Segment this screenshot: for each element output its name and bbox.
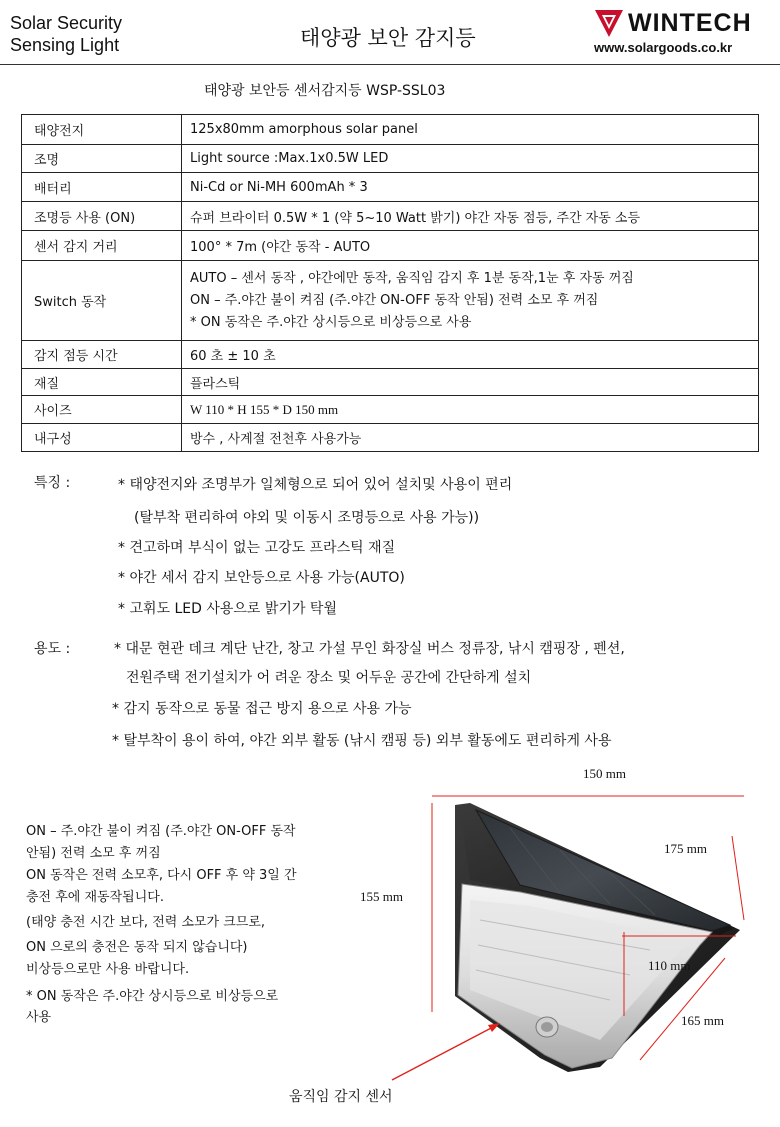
spec-value: 슈퍼 브라이터 0.5W * 1 (약 5~10 Watt 밝기) 야간 자동 점등, 주간 자동 소등 — [182, 202, 759, 231]
dimension-150: 150 mm — [583, 766, 626, 781]
dimension-155: 155 mm — [360, 889, 403, 904]
spec-value: 125x80mm amorphous solar panel — [182, 115, 759, 145]
spec-label: 조명 — [22, 145, 182, 173]
motion-sensor-label: 움직임 감지 센서 — [289, 1089, 393, 1105]
header-line-1: Solar Security — [10, 13, 123, 33]
spec-label: 센서 감지 거리 — [22, 231, 182, 261]
features-label: 특징 : — [34, 475, 71, 491]
motion-sensor — [536, 1017, 558, 1037]
note-line: 사용 — [26, 1010, 52, 1025]
note-line: ON – 주.야간 불이 켜짐 (주.야간 ON-OFF 동작 — [26, 824, 296, 839]
spec-label: 감지 점등 시간 — [22, 341, 182, 369]
usage-item: * 대문 현관 데크 계단 난간, 창고 가설 무인 화장실 버스 정류장, 낚시 캠핑장 , 펜션, — [114, 641, 625, 657]
dimension-165: 165 mm — [681, 1013, 724, 1028]
brand-url[interactable]: www.solargoods.co.kr — [594, 40, 733, 55]
note-line: 충전 후에 재동작됩니다. — [26, 890, 164, 905]
spec-value: Ni-Cd or Ni-MH 600mAh * 3 — [182, 173, 759, 202]
switch-line-1: AUTO – 센서 동작 , 야간에만 동작, 움직임 감지 후 1분 동작,1눈 후 자동 꺼짐 — [190, 270, 634, 286]
note-line: 안됨) 전력 소모 후 꺼짐 — [26, 846, 161, 861]
note-line: * ON 동작은 주.야간 상시등으로 비상등으로 — [26, 989, 279, 1004]
usage-item: * 탈부착이 용이 하여, 야간 외부 활동 (낚시 캠핑 등) 외부 활동에도 편리하게 사용 — [112, 733, 612, 749]
spec-label: 배터리 — [22, 173, 182, 202]
spec-value: 방수 , 사계절 전천후 사용가능 — [182, 424, 759, 452]
spec-label: Switch 동작 — [22, 261, 182, 341]
switch-line-2: ON – 주.야간 불이 켜짐 (주.야간 ON-OFF 동작 안됨) 전력 소모 후 꺼짐 — [190, 292, 599, 308]
page-title: 태양광 보안 감지등 — [300, 26, 476, 50]
note-line: ON 동작은 전력 소모후, 다시 OFF 후 약 3일 간 — [26, 868, 297, 883]
spec-value: W 110 * H 155 * D 150 mm — [182, 396, 759, 424]
feature-item: * 고휘도 LED 사용으로 밝기가 탁월 — [118, 601, 337, 617]
spec-label: 재질 — [22, 369, 182, 396]
brand-name: WINTECH — [628, 9, 752, 37]
note-line: (태양 충전 시간 보다, 전력 소모가 크므로, — [26, 915, 266, 930]
usage-item: * 감지 동작으로 동물 접근 방지 용으로 사용 가능 — [112, 701, 412, 717]
spec-label: 조명등 사용 (ON) — [22, 202, 182, 231]
header-line-2: Sensing Light — [10, 35, 120, 55]
spec-value: Light source :Max.1x0.5W LED — [182, 145, 759, 173]
dimension-175: 175 mm — [664, 841, 707, 856]
usage-item-continued: 전원주택 전기설치가 어 려운 장소 및 어두운 공간에 간단하게 설치 — [126, 670, 532, 686]
product-title: 태양광 보안등 센서감지등 WSP-SSL03 — [204, 83, 446, 99]
usage-label: 용도 : — [34, 641, 71, 657]
sensor-pointer-arrow — [392, 1023, 500, 1080]
feature-item: * 견고하며 부식이 없는 고강도 프라스틱 재질 — [118, 540, 396, 556]
switch-line-3: * ON 동작은 주.야간 상시등으로 비상등으로 사용 — [190, 314, 472, 330]
spec-label: 사이즈 — [22, 396, 182, 424]
feature-item: * 태양전지와 조명부가 일체형으로 되어 있어 설치및 사용이 편리 — [118, 477, 513, 493]
spec-value: 플라스틱 — [182, 369, 759, 396]
spec-value: 60 초 ± 10 초 — [182, 341, 759, 369]
spec-label: 내구성 — [22, 424, 182, 452]
note-line: 비상등으로만 사용 바랍니다. — [26, 962, 190, 977]
feature-item-continued: (탈부착 편리하여 야외 및 이동시 조명등으로 사용 가능)) — [134, 510, 480, 526]
spec-label: 태양전지 — [22, 115, 182, 145]
note-line: ON 으로의 충전은 동작 되지 않습니다) — [26, 940, 248, 955]
dimension-110: 110 mm — [648, 958, 691, 973]
spec-value: 100° * 7m (야간 동작 - AUTO — [182, 231, 759, 261]
feature-item: * 야간 세서 감지 보안등으로 사용 가능(AUTO) — [118, 570, 405, 586]
